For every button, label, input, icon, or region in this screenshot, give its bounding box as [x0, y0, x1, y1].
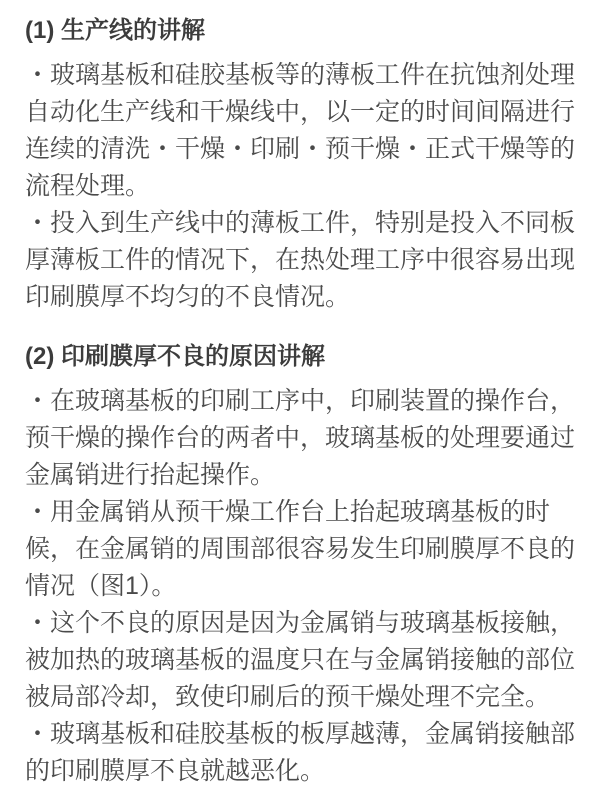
section-production-line: [25, 12, 588, 316]
section-2-bullet-4: ・玻璃基板和硅胶基板的板厚越薄，金属销接触部的印刷膜厚不良就越恶化。: [25, 720, 576, 785]
section-2-bullet-3: ・这个不良的原因是因为金属销与玻璃基板接触，被加热的玻璃基板的温度只在与金属销接触的部位被局部冷却，致使印刷后的预干燥处理不完全。: [25, 609, 576, 711]
section-defect-cause: [25, 338, 588, 790]
section-2-bullet-1: ・在玻璃基板的印刷工序中，印刷装置的操作台，预干燥的操作台的两者中，玻璃基板的处理要通过金属销进行抬起操作。: [25, 387, 576, 489]
section-1-bullet-1: ・玻璃基板和硅胶基板等的薄板工件在抗蚀剂处理自动化生产线和干燥线中，以一定的时间间隔进行连续的清洗・干燥・印刷・预干燥・正式干燥等的流程处理。: [25, 61, 576, 200]
section-2-bullet-2: ・用金属销从预干燥工作台上抬起玻璃基板的时候，在金属销的周围部很容易发生印刷膜厚不良的情况（图1）。: [25, 498, 576, 600]
section-1-heading: (1) 生产线的讲解: [25, 17, 205, 44]
section-1-bullet-2: ・投入到生产线中的薄板工件，特别是投入不同板厚薄板工件的情况下，在热处理工序中很容易出现印刷膜厚不均匀的不良情况。: [25, 209, 576, 311]
section-2-heading: (2) 印刷膜厚不良的原因讲解: [25, 343, 325, 370]
